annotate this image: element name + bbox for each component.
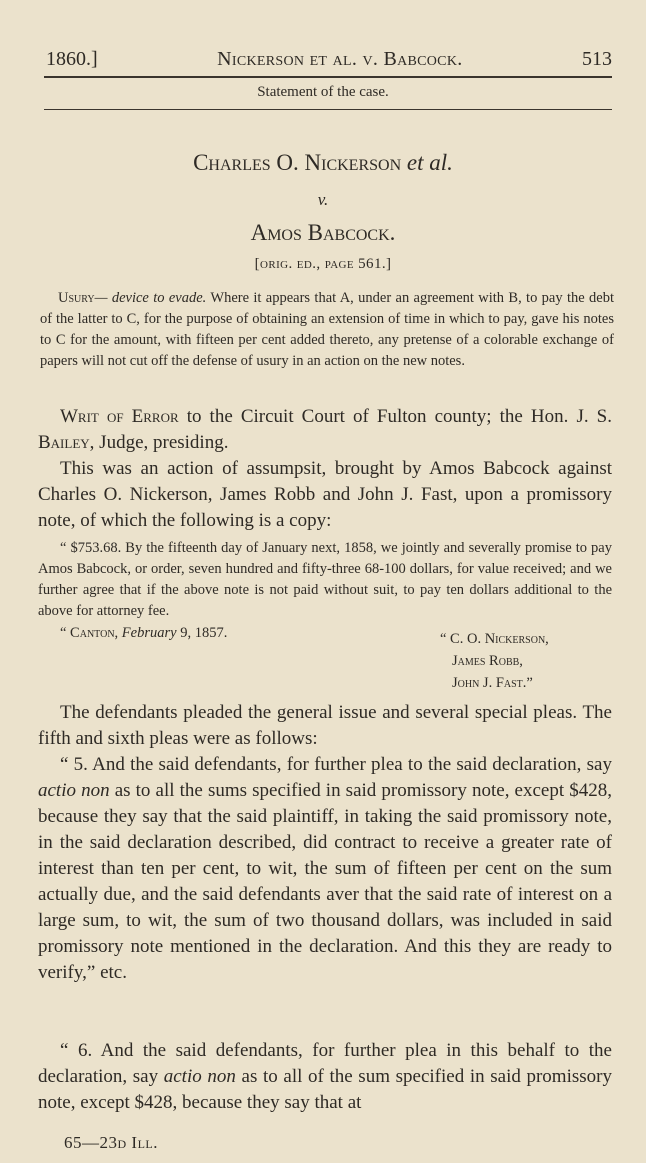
case-versus: v. (317, 190, 329, 209)
writ-tail: , Judge, presiding. (89, 432, 229, 453)
case-plaintiff (0, 150, 646, 176)
writ-text: to the Circuit Court of Fulton county; the Hon. J. S. (178, 406, 612, 427)
pleas-paragraph: The defendants pleaded the general issue and several special pleas. The fifth and sixth pleas were as follows: (38, 702, 612, 749)
signatory: “ C. O. Nickerson, (440, 631, 549, 647)
writ-lead: Writ of Error (60, 406, 179, 427)
signatory: James Robb, (452, 653, 523, 669)
section-subhead: Statement of the case. (257, 84, 389, 100)
headnote-text: Where it appears that A, under an agreement with B, to pay the debt of the latter to C, for the purpose of obtaining an extension of time in which to pay, gave his notes to C for the amount, with fifteen per cent added thereto, any pretense of a colorable exchange of papers will not cut off the defense of usury in an action on the new notes. (40, 290, 614, 369)
signatory: John J. Fast.” (452, 675, 533, 691)
plea-six (38, 1038, 612, 1116)
signatories (440, 628, 549, 694)
note-date-tail: 9, 1857. (176, 625, 228, 641)
running-header (46, 48, 612, 74)
plea-six-latin: actio non (163, 1066, 236, 1087)
case-defendant: Amos Babcock. (250, 220, 396, 245)
judge-name: Bailey (38, 432, 90, 453)
header-year: 1860.] (46, 48, 98, 70)
header-title: Nickerson et al. v. Babcock. (217, 48, 463, 70)
plaintiff-suffix: et al. (406, 150, 453, 175)
headnote (40, 288, 614, 372)
plea-five (38, 752, 612, 986)
header-rule (44, 76, 612, 78)
plea-six-b: as to all of the sum specified in said promissory note, except $428, because they say that at (38, 1066, 612, 1113)
plea-six-a: “ 6. And the said defendants, for further plea in this behalf to the declaration, say (38, 1040, 612, 1087)
plea-five-b: as to all the sums specified in said promissory note, except $428, because they say that the said plaintiff, in taking the said promissory note, in the said declaration described, did contract to receive a greater rate of interest than ten per cent, to wit, the sum of fifteen per cent on the sum actually due, and the said defendants aver that the said rate of interest on a large sum, to wit, the sum of two thousand dollars, was included in said promissory note mentioned in the declaration. And this they are ready to verify,” etc. (38, 780, 612, 983)
headnote-keyword: Usury (58, 290, 95, 306)
note-place: “ Canton, (60, 625, 119, 641)
note-date: February (121, 625, 177, 641)
signature-mark: 65—23d Ill. (64, 1133, 158, 1152)
writ-paragraph (38, 404, 612, 456)
plaintiff-name: Charles O. Nickerson (193, 150, 402, 175)
action-paragraph: This was an action of assumpsit, brought by Amos Babcock against Charles O. Nickerson, James Robb and John J. Fast, upon a promissory note, of which the following is a copy: (38, 458, 612, 531)
subhead-rule (44, 109, 612, 110)
headnote-topic: — device to evade. (94, 290, 207, 306)
plea-five-latin: actio non (38, 780, 110, 801)
note-copy: “ $753.68. By the fifteenth day of January next, 1858, we jointly and severally promise to pay Amos Babcock, or order, seven hundred and fifty-three 68-100 dollars, for value received; and we further agree that if the above note is not paid without suit, to pay ten dollars additional to the above for attorney fee. (38, 540, 612, 619)
plea-five-a: “ 5. And the said defendants, for further plea to the said declaration, say (60, 754, 612, 775)
page-number: 513 (582, 48, 612, 70)
original-edition-ref: [orig. ed., page 561.] (254, 256, 392, 272)
